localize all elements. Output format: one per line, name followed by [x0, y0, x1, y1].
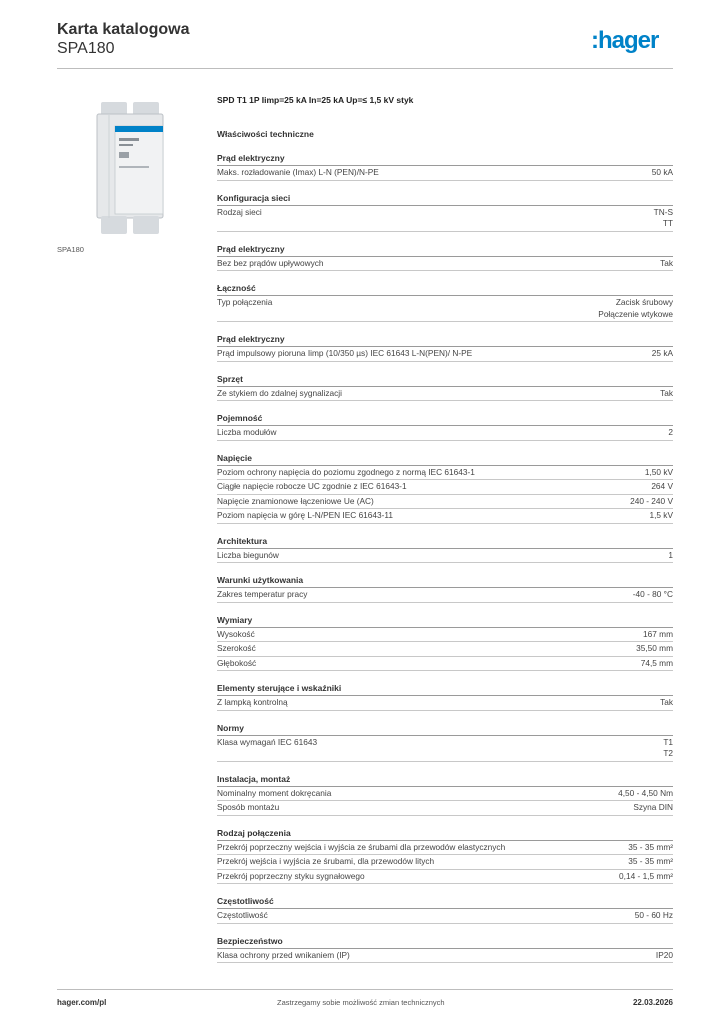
spec-value-line: 2 — [668, 427, 673, 437]
spec-value-line: 35 - 35 mm² — [628, 841, 673, 852]
spec-group-title: Prąd elektryczny — [217, 334, 673, 347]
spec-group-title: Elementy sterujące i wskaźniki — [217, 683, 673, 696]
spec-value-line: TN-S — [653, 206, 673, 217]
spec-label: Poziom napięcia w górę L-N/PEN IEC 61643-11 — [217, 510, 394, 520]
spec-group-title: Prąd elektryczny — [217, 244, 673, 257]
spec-value-line: 240 - 240 V — [630, 495, 673, 506]
spec-group — [217, 575, 673, 603]
spec-label: Bez bez prądów upływowych — [217, 257, 324, 268]
spec-label: Częstotliwość — [217, 910, 268, 920]
spec-row — [217, 509, 673, 524]
spec-content — [217, 95, 673, 975]
spec-value — [646, 207, 673, 230]
spec-row — [217, 696, 673, 711]
spec-row — [217, 787, 673, 802]
page-title: Karta katalogowa — [57, 21, 190, 38]
spec-row — [217, 855, 673, 870]
spec-group — [217, 774, 673, 816]
spec-value — [652, 388, 673, 400]
spec-label: Ciągłe napięcie robocze UC zgodnie z IEC 61643-1 — [217, 481, 407, 491]
spec-value-line: -40 - 80 °C — [632, 589, 673, 599]
spec-group-title: Warunki użytkowania — [217, 575, 673, 588]
spec-label: Zakres temperatur pracy — [217, 589, 308, 599]
spec-row — [217, 801, 673, 816]
spec-group-title: Sprzęt — [217, 374, 673, 387]
spec-row — [217, 347, 673, 362]
spec-row — [217, 480, 673, 495]
spec-row — [217, 628, 673, 643]
spec-value-line: IP20 — [655, 949, 673, 960]
spec-row — [217, 841, 673, 856]
spec-value-line: 264 V — [651, 481, 673, 491]
spec-row — [217, 466, 673, 481]
spec-row — [217, 657, 673, 672]
spec-value — [644, 167, 673, 179]
spec-label: Prąd impulsowy pioruna Iimp (10/350 µs) IEC 61643 L-N(PEN)/ N-PE — [217, 348, 473, 358]
spec-value — [610, 788, 673, 800]
spec-value — [620, 856, 673, 868]
spec-row — [217, 296, 673, 322]
spec-value — [660, 427, 673, 439]
spec-group-title: Rodzaj połączenia — [217, 828, 673, 841]
spec-value-line: Tak — [660, 257, 673, 268]
spec-value-line: 50 kA — [651, 167, 673, 177]
spec-row — [217, 949, 673, 964]
spec-group — [217, 244, 673, 272]
spec-label: Rodzaj sieci — [217, 206, 262, 217]
spec-label: Liczba modułów — [217, 427, 277, 437]
spec-value — [625, 589, 673, 601]
product-title: SPD T1 1P Iimp=25 kA In=25 kA Up=≤ 1,5 kV styk — [217, 95, 414, 105]
spec-group — [217, 896, 673, 924]
spec-value — [628, 643, 673, 655]
spec-row — [217, 166, 673, 181]
footer-note: Zastrzegamy sobie możliwość zmian technicznych — [277, 998, 445, 1007]
spec-row — [217, 206, 673, 232]
spec-value — [655, 737, 673, 760]
spec-label: Przekrój poprzeczny wejścia i wyjścia ze śrubami dla przewodów elastycznych — [217, 841, 506, 852]
spec-label: Napięcie znamionowe łączeniowe Ue (AC) — [217, 495, 374, 506]
spec-value — [652, 258, 673, 270]
section-heading: Właściwości techniczne — [217, 129, 314, 139]
spec-label: Nominalny moment dokręcania — [217, 787, 332, 798]
spec-group-title: Konfiguracja sieci — [217, 193, 673, 206]
spec-groups — [217, 153, 673, 963]
spec-group — [217, 536, 673, 564]
spec-value-line: Szyna DIN — [633, 802, 673, 812]
spec-value-line: Połączenie wtykowe — [598, 308, 673, 319]
spec-group — [217, 723, 673, 762]
spec-group-title: Łączność — [217, 283, 673, 296]
spec-value-line: T2 — [663, 748, 673, 758]
spec-value — [635, 629, 673, 641]
spec-label: Z lampką kontrolną — [217, 697, 288, 707]
spec-label: Klasa ochrony przed wnikaniem (IP) — [217, 949, 350, 960]
spec-value — [625, 802, 673, 814]
logo-text: :hager — [591, 27, 659, 54]
spec-value-line: 4,50 - 4,50 Nm — [618, 787, 673, 798]
spec-group — [217, 193, 673, 232]
spec-value-line: Tak — [660, 387, 673, 398]
spec-value-line: Tak — [660, 697, 673, 707]
spec-value-line: 25 kA — [651, 348, 673, 358]
spec-label: Liczba biegunów — [217, 549, 279, 560]
spec-group — [217, 615, 673, 672]
spec-group-title: Pojemność — [217, 413, 673, 426]
spec-value — [622, 496, 673, 508]
spec-group-title: Częstotliwość — [217, 896, 673, 909]
spec-value — [644, 348, 673, 360]
spec-label: Poziom ochrony napięcia do poziomu zgodnego z normą IEC 61643-1 — [217, 466, 475, 477]
spec-row — [217, 387, 673, 402]
spec-value-line: TT — [662, 218, 673, 228]
hager-logo — [591, 26, 673, 56]
spec-value-line: 0,14 - 1,5 mm² — [619, 870, 673, 881]
spec-value — [652, 697, 673, 709]
spec-group-title: Normy — [217, 723, 673, 736]
spec-row — [217, 909, 673, 924]
spec-value — [620, 842, 673, 854]
spec-label: Sposób montażu — [217, 802, 280, 812]
product-code: SPA180 — [57, 40, 115, 57]
spec-label: Przekrój wejścia i wyjścia ze śrubami, dla przewodów litych — [217, 856, 435, 866]
spec-group-title: Wymiary — [217, 615, 673, 628]
spec-label: Ze stykiem do zdalnej sygnalizacji — [217, 387, 342, 398]
footer-date: 22.03.2026 — [632, 998, 673, 1007]
spec-group-title: Architektura — [217, 536, 673, 549]
spec-group — [217, 683, 673, 711]
spec-label: Głębokość — [217, 657, 257, 668]
spec-value — [590, 297, 673, 320]
spec-value — [643, 481, 673, 493]
spec-label: Klasa wymagań IEC 61643 — [217, 736, 318, 747]
spec-value-line: 167 mm — [643, 628, 673, 639]
spec-value — [611, 871, 673, 883]
spec-label: Wysokość — [217, 628, 255, 639]
spec-value — [633, 658, 673, 670]
spec-row — [217, 549, 673, 564]
spec-value-line: 50 - 60 Hz — [634, 910, 673, 920]
spec-group-title: Prąd elektryczny — [217, 153, 673, 166]
spec-value — [660, 550, 673, 562]
spec-group — [217, 936, 673, 964]
spec-row — [217, 495, 673, 510]
spec-group — [217, 153, 673, 181]
spec-value-line: 35,50 mm — [636, 643, 673, 653]
spec-group — [217, 374, 673, 402]
spec-value — [637, 467, 673, 479]
spec-row — [217, 736, 673, 762]
header-divider — [57, 68, 673, 69]
spec-value — [641, 510, 673, 522]
spec-row — [217, 588, 673, 603]
spec-value-line: 74,5 mm — [640, 657, 673, 668]
spec-label: Maks. rozładowanie (Imax) L-N (PEN)/N-PE — [217, 167, 379, 177]
spec-value-line: 1,50 kV — [644, 466, 673, 477]
spec-value-line: Zacisk śrubowy — [615, 297, 673, 307]
page-header — [57, 20, 673, 70]
spec-group — [217, 413, 673, 441]
spec-value-line: 1,5 kV — [649, 510, 673, 520]
spec-group-title: Bezpieczeństwo — [217, 936, 673, 949]
spec-group — [217, 453, 673, 524]
spec-label: Szerokość — [217, 643, 256, 653]
spec-value-line: 35 - 35 mm² — [628, 856, 673, 866]
image-caption: SPA180 — [57, 245, 84, 254]
spec-label: Typ połączenia — [217, 297, 273, 307]
spec-group — [217, 283, 673, 322]
spec-value-line: T1 — [663, 736, 673, 747]
spec-value-line: 1 — [668, 549, 673, 560]
spec-group-title: Instalacja, montaż — [217, 774, 673, 787]
spec-group — [217, 828, 673, 885]
spec-value — [627, 910, 673, 922]
spec-row — [217, 870, 673, 885]
footer-divider — [57, 989, 673, 990]
footer-website[interactable]: hager.com/pl — [57, 998, 107, 1007]
spec-value — [648, 950, 673, 962]
spec-row — [217, 642, 673, 657]
spec-row — [217, 257, 673, 272]
spec-label: Przekrój poprzeczny styku sygnałowego — [217, 870, 365, 881]
spec-group — [217, 334, 673, 362]
product-image — [57, 96, 201, 240]
spec-group-title: Napięcie — [217, 453, 673, 466]
spec-row — [217, 426, 673, 441]
